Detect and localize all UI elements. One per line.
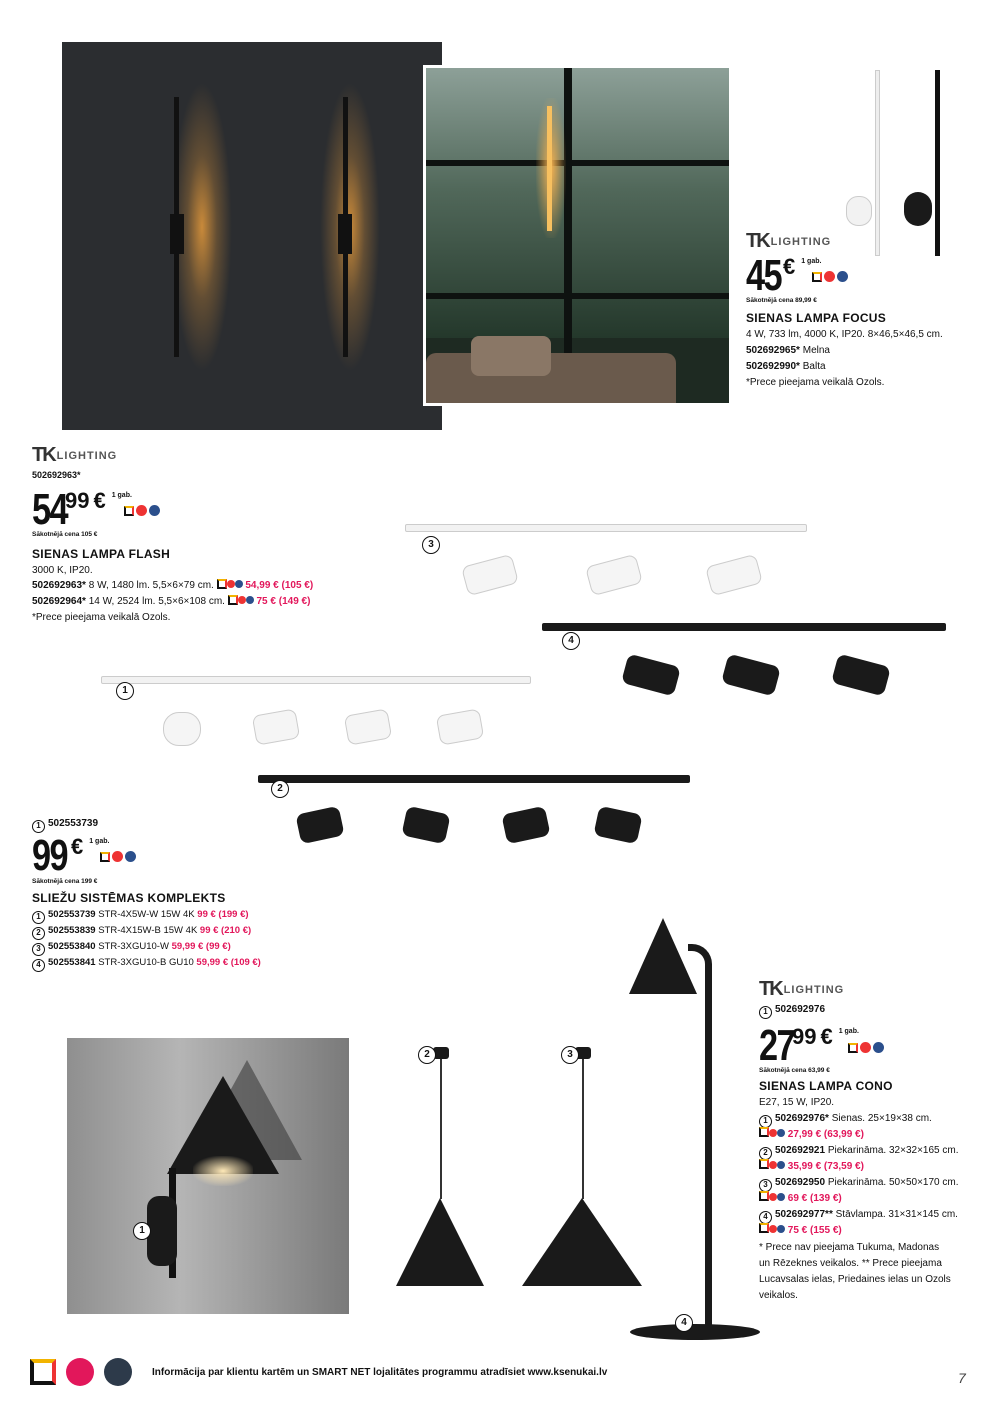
- cono-row-num: 2: [759, 1147, 772, 1160]
- cono-row-price: 75 € (155 €): [787, 1225, 842, 1236]
- card-red-icon: [769, 1129, 777, 1137]
- track-row-code: 502553739: [48, 909, 96, 920]
- cono-row-4-price: [759, 1223, 842, 1239]
- track-2-spot: [593, 806, 642, 844]
- track-2-spot: [501, 806, 550, 844]
- flash-row1-price: 54,99 € (105 €): [245, 580, 314, 591]
- floor-lamp-shade: [629, 918, 697, 994]
- cono-row-2: [759, 1143, 958, 1160]
- cono-row-text: Sienas. 25×19×38 cm.: [831, 1113, 932, 1124]
- flash-price-cents: 99: [64, 488, 90, 513]
- cono-row-price: 27,99 € (63,99 €): [787, 1129, 864, 1140]
- track-row-code: 502553841: [48, 957, 96, 968]
- pendant-large-shade: [522, 1198, 642, 1286]
- track-price-int: 99: [32, 831, 68, 880]
- track-row-price: 59,99 € (109 €): [196, 957, 261, 968]
- track-orig-price: Sākotnējā cena 199 €: [32, 878, 98, 885]
- cono-row-1: [759, 1111, 932, 1128]
- logo-lighting-2: LIGHTING: [56, 449, 118, 462]
- focus-title: SIENAS LAMPA FOCUS: [746, 311, 887, 325]
- track-row-price: 99 € (199 €): [197, 909, 249, 920]
- footer-text: Informācija par klientu kartēm un SMART NET lojalitātes programmu atradīsiet www.ksenukai.lv: [152, 1366, 608, 1378]
- floor-lamp-base: [630, 1324, 760, 1340]
- page-number: 7: [958, 1370, 966, 1386]
- cono-row-num: 3: [759, 1179, 772, 1192]
- focus-currency: €: [782, 254, 796, 279]
- footer: [30, 1358, 607, 1386]
- flash-card-icons: [124, 505, 160, 516]
- cono-badge-4: 4: [675, 1314, 693, 1332]
- track-num: 1: [32, 820, 45, 833]
- cono-row-code: 502692976*: [775, 1113, 829, 1124]
- card-box-icon: [124, 506, 134, 516]
- track-row-num: 2: [32, 927, 45, 940]
- track-2-spot: [295, 806, 344, 844]
- cono-row-code: 502692950: [775, 1177, 826, 1188]
- cono-mount: [147, 1196, 177, 1266]
- cono-note-2: un Rēzeknes veikalos. ** Prece pieejama: [759, 1258, 942, 1269]
- cono-currency: €: [820, 1024, 833, 1049]
- cushion: [471, 336, 551, 376]
- track-title: SLIEŽU SISTĒMAS KOMPLEKTS: [32, 891, 226, 905]
- card-box-icon: [100, 852, 110, 862]
- card-blue-icon: [777, 1193, 785, 1201]
- flash-row1-text: 8 W, 1480 lm. 5,5×6×79 cm.: [88, 580, 214, 591]
- flash-price: [32, 485, 132, 534]
- focus-lamp-white-mount: [846, 196, 872, 226]
- cono-note-1: * Prece nav pieejama Tukuma, Madonas: [759, 1242, 940, 1253]
- focus-code1-num: 502692965*: [746, 345, 800, 356]
- focus-code2-label: Balta: [802, 361, 826, 372]
- track-row-text: STR-4X15W-B 15W 4K: [98, 925, 198, 936]
- track-3-spot: [585, 554, 643, 596]
- cono-row-num: 4: [759, 1211, 772, 1224]
- cono-num: 1: [759, 1006, 772, 1019]
- focus-lamp-black-mount: [904, 192, 932, 226]
- cono-card-icons: [848, 1042, 884, 1053]
- cono-row-text: Stāvlampa. 31×31×145 cm.: [835, 1209, 958, 1220]
- focus-lamp-bar: [547, 106, 552, 231]
- track-1-rail: [101, 676, 531, 684]
- track-currency: €: [70, 834, 84, 859]
- card-red-icon: [769, 1225, 777, 1233]
- cono-row-1-price: [759, 1127, 864, 1143]
- track-4-spot: [721, 654, 781, 697]
- smart-net-icon: [66, 1358, 94, 1386]
- cono-badge-3: 3: [561, 1046, 579, 1064]
- card-box-icon: [759, 1159, 769, 1169]
- track-row-price: 59,99 € (99 €): [171, 941, 231, 952]
- card-box-icon: [759, 1127, 769, 1137]
- track-2-rail: [258, 775, 690, 783]
- focus-lamp-white: [875, 70, 880, 256]
- cono-lamp-photo: [67, 1038, 349, 1314]
- track-3-spot: [705, 554, 763, 596]
- focus-lamp-black: [935, 70, 940, 256]
- flash-code: [32, 467, 81, 483]
- cono-row-text: Piekarināma. 32×32×165 cm.: [827, 1145, 959, 1156]
- cono-code-line: [759, 1002, 825, 1019]
- cono-badge-1: 1: [133, 1222, 151, 1240]
- cono-price: [759, 1021, 859, 1070]
- track-3-spot: [461, 554, 519, 596]
- flash-row2-text: 14 W, 2524 lm. 5,5×6×108 cm.: [88, 596, 225, 607]
- logo-tk: TK: [746, 230, 769, 252]
- focus-price-int: 45: [746, 251, 782, 300]
- flash-row1-code: 502692963*: [32, 580, 86, 591]
- cono-row-2-price: [759, 1159, 864, 1175]
- flash-title: SIENAS LAMPA FLASH: [32, 547, 171, 561]
- card-red-icon: [227, 580, 235, 588]
- floor-lamp-arm: [688, 944, 712, 1004]
- cono-row-text: Piekarināma. 50×50×170 cm.: [827, 1177, 959, 1188]
- card-blue-icon: [777, 1225, 785, 1233]
- cono-title: SIENAS LAMPA CONO: [759, 1079, 893, 1093]
- track-1-spot: [163, 712, 201, 746]
- card-red-icon: [136, 505, 147, 516]
- card-blue-icon: [149, 505, 160, 516]
- logo-lighting-3: LIGHTING: [783, 983, 845, 996]
- track-row-text: STR-3XGU10-W: [98, 941, 169, 952]
- flash-note: *Prece pieejama veikalā Ozols.: [32, 612, 171, 623]
- flash-qty: 1 gab.: [111, 492, 132, 499]
- track-row-code: 502553840: [48, 941, 96, 952]
- floor-lamp-pole: [705, 1000, 712, 1330]
- pendant-large-cord: [582, 1059, 584, 1199]
- track-code: 502553739: [48, 818, 99, 829]
- focus-code2: [746, 359, 826, 375]
- cono-row-num: 1: [759, 1115, 772, 1128]
- lamp-mount-right: [338, 214, 352, 254]
- cono-row-price: 35,99 € (73,59 €): [787, 1161, 864, 1172]
- track-4-rail: [542, 623, 946, 631]
- focus-orig-price: Sākotnējā cena 89,99 €: [746, 297, 817, 304]
- cono-qty: 1 gab.: [838, 1028, 859, 1035]
- focus-lamp-photo: [423, 65, 732, 406]
- track-row-3: [32, 939, 231, 956]
- track-price: [32, 831, 110, 880]
- track-2-spot: [401, 806, 450, 844]
- card-red-icon: [769, 1161, 777, 1169]
- logo-tk-2: TK: [32, 444, 55, 466]
- focus-qty: 1 gab.: [801, 258, 822, 265]
- track-row-1: [32, 907, 249, 924]
- logo-lighting: LIGHTING: [770, 235, 832, 248]
- cono-row-price: 69 € (139 €): [787, 1193, 842, 1204]
- track-qty: 1 gab.: [89, 838, 110, 845]
- track-row-text: STR-4X5W-W 15W 4K: [98, 909, 195, 920]
- cono-orig-price: Sākotnējā cena 63,99 €: [759, 1067, 830, 1074]
- tk-lighting-logo-3: [759, 978, 844, 1001]
- tk-lighting-logo: [746, 230, 831, 253]
- cono-row-3: [759, 1175, 958, 1192]
- card-blue-icon: [837, 271, 848, 282]
- lamp-mount-left: [170, 214, 184, 254]
- sofa: [426, 353, 676, 406]
- track-row-4: [32, 955, 261, 972]
- card-box-icon: [228, 595, 238, 605]
- cono-spec: E27, 15 W, IP20.: [759, 1097, 835, 1108]
- card-box-icon: [759, 1223, 769, 1233]
- focus-note: *Prece pieejama veikalā Ozols.: [746, 377, 885, 388]
- p-card-icon: [104, 1358, 132, 1386]
- card-red-icon: [112, 851, 123, 862]
- flash-row1: [32, 578, 313, 594]
- cono-code: 502692976: [775, 1004, 826, 1015]
- track-1-spot: [436, 708, 485, 745]
- logo-tk-3: TK: [759, 978, 782, 1000]
- focus-code1-label: Melna: [802, 345, 830, 356]
- track-card-icons: [100, 851, 136, 862]
- tk-lighting-logo-2: [32, 444, 117, 467]
- track-row-text: STR-3XGU10-B GU10: [98, 957, 194, 968]
- pendant-small-cord: [440, 1059, 442, 1199]
- cono-badge-2: 2: [418, 1046, 436, 1064]
- cono-note-4: veikalos.: [759, 1290, 798, 1301]
- card-box-icon: [848, 1043, 858, 1053]
- cono-row-4: [759, 1207, 958, 1224]
- track-row-2: [32, 923, 251, 940]
- cono-row-code: 502692977**: [775, 1209, 833, 1220]
- focus-code2-num: 502692990*: [746, 361, 800, 372]
- track-3-rail: [405, 524, 807, 532]
- card-blue-icon: [125, 851, 136, 862]
- track-badge-4: 4: [562, 632, 580, 650]
- track-badge-1: 1: [116, 682, 134, 700]
- cono-price-cents: 99: [791, 1024, 817, 1049]
- loyalty-card-icon: [30, 1359, 56, 1385]
- flash-currency: €: [93, 488, 106, 513]
- track-row-num: 1: [32, 911, 45, 924]
- card-red-icon: [824, 271, 835, 282]
- track-row-num: 4: [32, 959, 45, 972]
- window-frame-h2: [426, 293, 732, 299]
- cono-price-int: 27: [759, 1021, 795, 1070]
- track-badge-3: 3: [422, 536, 440, 554]
- card-blue-icon: [235, 580, 243, 588]
- focus-code1: [746, 343, 830, 359]
- flash-price-int: 54: [32, 485, 68, 534]
- track-row-code: 502553839: [48, 925, 96, 936]
- flash-orig-price: Sākotnējā cena 105 €: [32, 531, 98, 538]
- card-blue-icon: [777, 1129, 785, 1137]
- cono-row-3-price: [759, 1191, 842, 1207]
- window-frame-h: [426, 160, 732, 166]
- track-row-price: 99 € (210 €): [199, 925, 252, 936]
- card-red-icon: [860, 1042, 871, 1053]
- card-blue-icon: [246, 596, 254, 604]
- card-blue-icon: [777, 1161, 785, 1169]
- focus-spec: 4 W, 733 lm, 4000 K, IP20. 8×46,5×46,5 cm.: [746, 329, 943, 340]
- flash-row2: [32, 594, 310, 610]
- pendant-small-shade: [396, 1198, 484, 1286]
- cono-note-3: Lucavsalas ielas, Priedaines ielas un Ozols: [759, 1274, 951, 1285]
- card-box-icon: [759, 1191, 769, 1201]
- card-red-icon: [238, 596, 246, 604]
- track-4-spot: [621, 654, 681, 697]
- track-4-spot: [831, 654, 891, 697]
- track-badge-2: 2: [271, 780, 289, 798]
- track-1-spot: [252, 708, 301, 745]
- flash-row2-price: 75 € (149 €): [256, 596, 311, 607]
- card-red-icon: [769, 1193, 777, 1201]
- cono-bulb-glow: [193, 1156, 253, 1186]
- focus-card-icons: [812, 271, 848, 282]
- flash-spec: 3000 K, IP20.: [32, 565, 93, 576]
- card-box-icon: [217, 579, 227, 589]
- flash-code-text: 502692963*: [32, 470, 81, 480]
- track-1-spot: [344, 708, 393, 745]
- card-blue-icon: [873, 1042, 884, 1053]
- focus-price: [746, 251, 822, 300]
- flash-row2-code: 502692964*: [32, 596, 86, 607]
- cono-row-code: 502692921: [775, 1145, 826, 1156]
- track-row-num: 3: [32, 943, 45, 956]
- flash-lamp-photo: [62, 42, 442, 430]
- card-box-icon: [812, 272, 822, 282]
